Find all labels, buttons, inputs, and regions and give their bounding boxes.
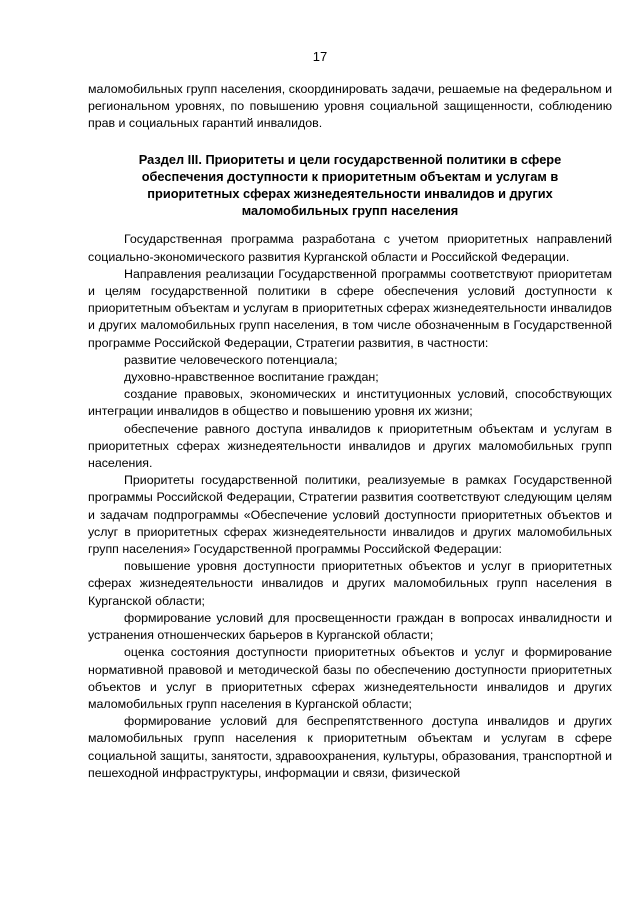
paragraph: Приоритеты государственной политики, реализуемые в рамках Государственной программы Российской Федерации, Стратегии развития соответствуют следующим целям и задачам подпрограммы «Обеспечение условий доступности приоритетных объектов и услуг в приоритетных сферах жизнедеятельности инвалидов и других маломобильных групп населения» Государственной программы Российской Федерации: <box>88 473 612 557</box>
section-heading: Раздел III. Приоритеты и цели государственной политики в сфере обеспечения доступности к приоритетным объектам и услугам в приоритетных сферах жизнедеятельности инвалидов и других маломобильных групп населения <box>138 151 562 219</box>
list-item: повышение уровня доступности приоритетных объектов и услуг в приоритетных сферах жизнедеятельности инвалидов и других маломобильных групп населения в Курганской области; <box>88 559 612 608</box>
list-item: духовно-нравственное воспитание граждан; <box>124 370 379 385</box>
page-number: 17 <box>312 49 328 64</box>
list-item: развитие человеческого потенциала; <box>124 352 338 367</box>
list-item: формирование условий для просвещенности граждан в вопросах инвалидности и устранения отношенческих барьеров в Курганской области; <box>88 610 612 643</box>
paragraph: Направления реализации Государственной программы соответствуют приоритетам и целям государственной политики в сфере обеспечения условий доступности к приоритетным объектам и услугам в приоритетных сферах жизнедеятельности инвалидов и других маломобильных групп населения, в том числе обозначенным в Государственной программе Российской Федерации, Стратегии развития, в частности: <box>88 266 612 350</box>
list-item: формирование условий для беспрепятственного доступа инвалидов и других маломобильных групп населения к приоритетным объектам и услугам в сфере социальной защиты, занятости, здравоохранения, культуры, образования, транспортной и пешеходной инфраструктуры, информации и связи, физической <box>88 714 612 780</box>
list-item: создание правовых, экономических и институционных условий, способствующих интеграции инвалидов в общество и повышению уровня их жизни; <box>88 387 612 419</box>
document-body <box>88 81 612 782</box>
paragraph-continued: маломобильных групп населения, скоординировать задачи, решаемые на федеральном и региональном уровнях, по повышению уровня социальной защищенности, соблюдению прав и социальных гарантий инвалидов. <box>88 82 612 131</box>
paragraph: Государственная программа разработана с учетом приоритетных направлений социально-экономического развития Курганской области и Российской Федерации. <box>88 232 612 264</box>
list-item: обеспечение равного доступа инвалидов к приоритетным объектам и услугам в приоритетных сферах жизнедеятельности инвалидов и других маломобильных групп населения. <box>88 421 612 471</box>
list-item: оценка состояния доступности приоритетных объектов и услуг и формирование нормативной правовой и методической базы по обеспечению доступности приоритетных объектов и услуг в приоритетных сферах жизнедеятельности инвалидов и других маломобильных групп населения в Курганской области; <box>88 645 612 711</box>
